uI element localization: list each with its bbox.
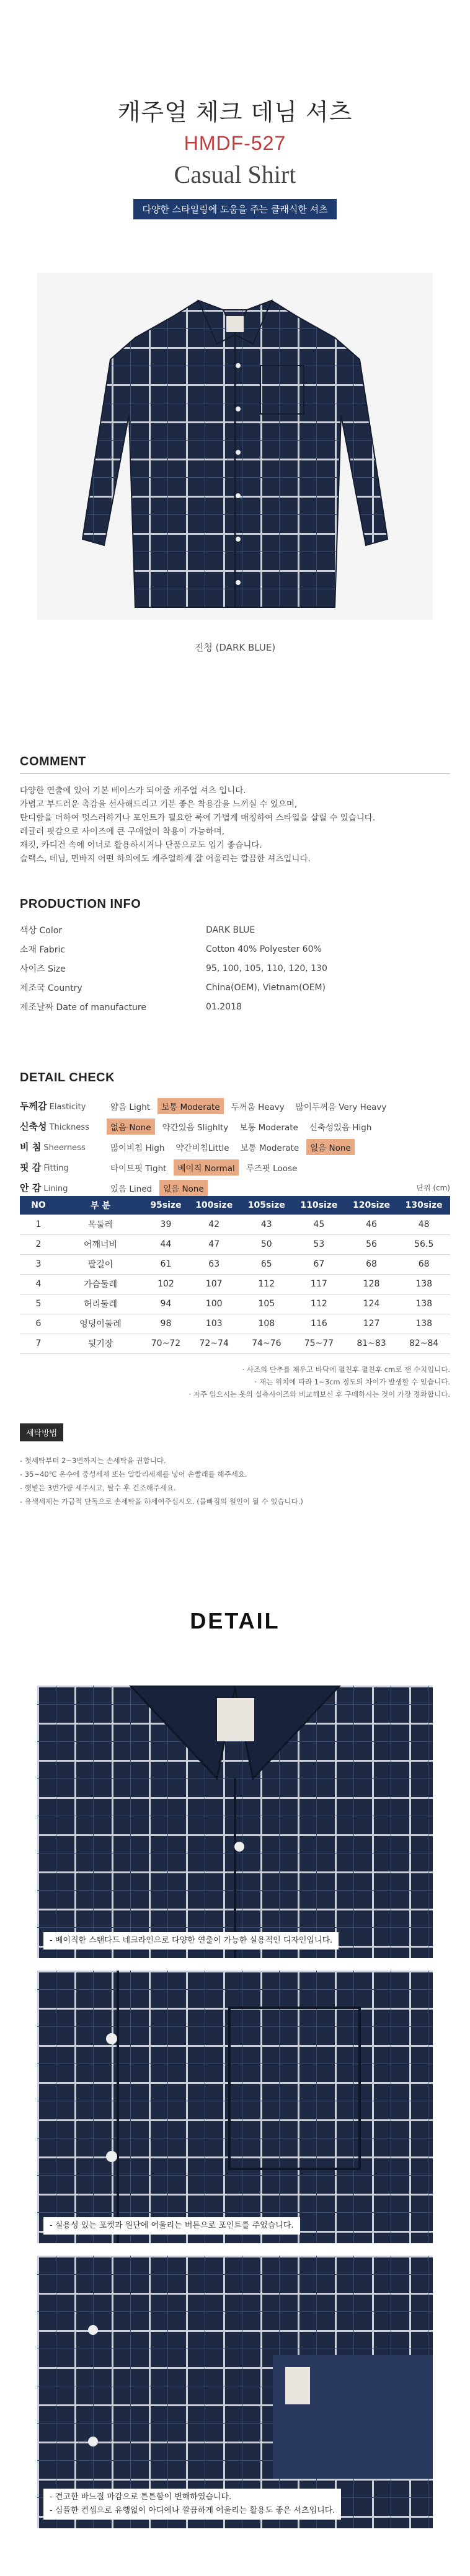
comment-line: 레귤러 핏감으로 사이즈에 큰 구애없이 착용이 가능하며,: [20, 827, 224, 837]
table-cell: 팔길이: [57, 1254, 144, 1274]
info-value: 95, 100, 105, 110, 120, 130: [206, 963, 327, 974]
table-cell: 116: [293, 1314, 345, 1334]
table-cell: 102: [144, 1274, 188, 1294]
info-key: 제조날짜 Date of manufacture: [20, 1002, 146, 1013]
table-cell: 47: [188, 1234, 241, 1254]
table-cell: 67: [293, 1254, 345, 1274]
hem-closeup: [37, 2256, 433, 2528]
info-row: [20, 939, 450, 959]
table-row: [20, 1234, 450, 1254]
table-row: [20, 1254, 450, 1274]
product-subtitle-badge: 다양한 스타일링에 도움을 주는 클래식한 셔츠: [133, 199, 336, 219]
info-row: [20, 978, 450, 997]
table-row: [20, 1314, 450, 1334]
detail-image-collar: [37, 1686, 433, 1958]
washing-line: - 35~40℃ 온수에 중성세제 또는 알칼리세제를 넣어 손빨래를 해주세요.: [20, 1470, 247, 1479]
table-cell: 74~76: [241, 1334, 293, 1353]
detail-title: DETAIL: [190, 1608, 280, 1633]
size-table-header-cell: 100size: [188, 1196, 241, 1215]
detail-check-label: [20, 1120, 107, 1133]
note-line: · 자주 입으시는 옷의 실측사이즈와 비교해보신 후 구매하시는 것이 가장 정확합니다.: [188, 1390, 450, 1399]
table-cell: 68: [345, 1254, 398, 1274]
table-cell: 81~83: [345, 1334, 398, 1353]
info-value: Cotton 40% Polyester 60%: [206, 944, 322, 954]
table-cell: 어깨너비: [57, 1234, 144, 1254]
info-value: DARK BLUE: [206, 925, 255, 935]
table-cell: 107: [188, 1274, 241, 1294]
note-line: · 재는 위치에 따라 1~3cm 정도의 차이가 발생할 수 있습니다.: [254, 1378, 450, 1386]
detail-check-option-selected: 없음 None: [107, 1119, 155, 1135]
table-cell: 138: [397, 1274, 450, 1294]
detail-check-option: 보통 Moderate: [239, 1122, 298, 1133]
size-unit: 단위 (cm): [416, 1184, 450, 1192]
comment-line: 슬랙스, 데님, 면바지 어떤 하의에도 캐주얼하게 잘 어울리는 깔끔한 셔츠입니다.: [20, 854, 311, 864]
detail-check-option-selected: 베이직 Normal: [174, 1159, 238, 1176]
table-cell: 53: [293, 1234, 345, 1254]
table-cell: 103: [188, 1314, 241, 1334]
detail-check-option-selected: 보통 Moderate: [157, 1098, 224, 1114]
product-title: 캐주얼 체크 데님 셔츠: [117, 99, 353, 126]
info-key: 색상 Color: [20, 925, 63, 936]
product-image: [37, 273, 433, 620]
detail-check-option-selected: 없음 None: [159, 1180, 208, 1196]
table-cell: 4: [20, 1274, 57, 1294]
info-row: [20, 959, 450, 978]
table-cell: 48: [397, 1215, 450, 1234]
detail-check-option: 있음 Lined: [110, 1184, 153, 1194]
detail-check-label-en: Elasticity: [47, 1102, 86, 1112]
detail-check-label-kr: 핏 감: [20, 1162, 42, 1173]
detail-check-option: 타이트핏 Tight: [110, 1163, 167, 1174]
size-table: [20, 1196, 450, 1354]
table-cell: 138: [397, 1294, 450, 1314]
detail-check-option: 루즈핏 Loose: [246, 1163, 298, 1174]
table-cell: 94: [144, 1294, 188, 1314]
divider: [20, 773, 450, 774]
table-cell: 3: [20, 1254, 57, 1274]
table-cell: 45: [293, 1215, 345, 1234]
size-table-header-cell: 110size: [293, 1196, 345, 1215]
detail-check-label-kr: 두께감: [20, 1101, 47, 1112]
detail-check-label-en: Lining: [41, 1184, 68, 1193]
detail-check-row: [20, 1136, 450, 1157]
detail-check-label-en: Sheerness: [41, 1143, 86, 1153]
detail-check-row: [20, 1177, 450, 1198]
detail-check-table: [20, 1096, 450, 1198]
comment-line: 다양한 연출에 있어 기본 베이스가 되어줄 캐주얼 셔츠 입니다.: [20, 786, 246, 796]
collar-closeup: [37, 1686, 433, 1958]
detail-image-pocket: [37, 1971, 433, 2243]
detail-check-title: DETAIL CHECK: [20, 1071, 115, 1084]
detail-check-row: [20, 1116, 450, 1136]
detail-check-option: 두꺼움 Heavy: [231, 1102, 285, 1112]
table-cell: 42: [188, 1215, 241, 1234]
table-cell: 128: [345, 1274, 398, 1294]
product-color-caption: 진청 (DARK BLUE): [194, 642, 276, 653]
table-cell: 가슴둘레: [57, 1274, 144, 1294]
table-cell: 98: [144, 1314, 188, 1334]
info-row: [20, 920, 450, 939]
info-value: China(OEM), Vietnam(OEM): [206, 982, 326, 993]
product-code: HMDF-527: [184, 132, 286, 154]
detail-caption-line: - 심플한 컨셉으로 유행없이 아디에나 깔끔하게 어울리는 활용도 좋은 셔츠입니다.: [50, 2506, 335, 2515]
detail-check-label-en: Fitting: [41, 1164, 69, 1173]
table-cell: 105: [241, 1294, 293, 1314]
table-cell: 43: [241, 1215, 293, 1234]
comment-title: COMMENT: [20, 755, 86, 768]
size-table-header-cell: 120size: [345, 1196, 398, 1215]
table-cell: 72~74: [188, 1334, 241, 1353]
table-row: [20, 1294, 450, 1314]
table-row: [20, 1215, 450, 1234]
detail-caption-1: - 베이직한 스탠다드 네크라인으로 다양한 연출이 가능한 실용적인 디자인입니다.: [43, 1932, 339, 1950]
info-key: 사이즈 Size: [20, 964, 66, 974]
table-cell: 70~72: [144, 1334, 188, 1353]
detail-check-option: 많이비침 High: [110, 1143, 165, 1153]
table-row: [20, 1334, 450, 1353]
detail-check-label-kr: 신축성: [20, 1121, 47, 1132]
table-cell: 44: [144, 1234, 188, 1254]
table-cell: 50: [241, 1234, 293, 1254]
table-cell: 뒷기장: [57, 1334, 144, 1353]
comment-line: 가볍고 부드러운 촉감을 선사해드리고 기분 좋은 착용감을 느끼실 수 있으며,: [20, 799, 298, 809]
detail-image-hem: [37, 2256, 433, 2528]
detail-check-option: 많이두꺼움 Very Heavy: [295, 1102, 387, 1112]
table-cell: 112: [241, 1274, 293, 1294]
detail-check-label: [20, 1161, 107, 1174]
table-cell: 7: [20, 1334, 57, 1353]
detail-check-label-en: Thickness: [47, 1123, 89, 1132]
comment-line: 재킷, 카디건 속에 이너로 활용하시거나 단품으로도 입기 좋습니다.: [20, 840, 262, 850]
table-cell: 117: [293, 1274, 345, 1294]
table-cell: 65: [241, 1254, 293, 1274]
size-table-header-cell: NO: [20, 1196, 57, 1215]
washing-tag: 세탁방법: [20, 1423, 63, 1441]
production-info-title: PRODUCTION INFO: [20, 897, 141, 911]
size-table-header-cell: 105size: [241, 1196, 293, 1215]
comment-text: [20, 784, 450, 866]
detail-check-option: 얇음 Light: [110, 1102, 151, 1112]
detail-check-option: 약간있음 Slighlty: [162, 1122, 229, 1133]
table-cell: 56.5: [397, 1234, 450, 1254]
table-cell: 1: [20, 1215, 57, 1234]
detail-check-row: [20, 1096, 450, 1116]
product-english-name: Casual Shirt: [174, 160, 296, 188]
table-cell: 허리둘레: [57, 1294, 144, 1314]
table-cell: 56: [345, 1234, 398, 1254]
detail-check-option: 약간비침Little: [175, 1143, 229, 1153]
comment-line: 탄디함을 더하여 멋스러하거나 포인트가 필요한 룩에 가볍게 매칭하여 스타일을 살릴 수 있습니다.: [20, 813, 376, 823]
detail-check-label-kr: 비 침: [20, 1141, 42, 1153]
detail-caption-2: - 실용성 있는 포켓과 원단에 어울리는 버튼으로 포인트를 주었습니다.: [43, 2217, 300, 2235]
detail-check-label: [20, 1181, 107, 1194]
washing-line: - 햇볕은 3번가량 세주시고, 탈수 후 건조해주세요.: [20, 1484, 176, 1492]
table-cell: 108: [241, 1314, 293, 1334]
detail-check-row: [20, 1157, 450, 1177]
size-table-header-cell: 130size: [397, 1196, 450, 1215]
table-cell: 61: [144, 1254, 188, 1274]
size-table-header: [20, 1196, 450, 1215]
table-cell: 68: [397, 1254, 450, 1274]
product-header: [0, 93, 470, 219]
measurement-notes: [188, 1363, 450, 1400]
detail-check-label: [20, 1140, 107, 1153]
table-cell: 6: [20, 1314, 57, 1334]
shirt-illustration: [37, 273, 433, 620]
washing-instructions: [20, 1454, 303, 1508]
table-cell: 2: [20, 1234, 57, 1254]
detail-caption-line: - 견고한 바느질 마감으로 튼튼함이 변해하였습니다.: [50, 2492, 232, 2502]
table-cell: 5: [20, 1294, 57, 1314]
table-cell: 127: [345, 1314, 398, 1334]
detail-check-option-selected: 없음 None: [306, 1139, 355, 1155]
info-row: [20, 997, 450, 1016]
note-line: · 사조의 단추를 채우고 바닥에 펼친후 펼친후 cm로 잰 수치입니다.: [242, 1365, 450, 1374]
detail-check-label: [20, 1099, 107, 1112]
table-cell: 엉덩이둘레: [57, 1314, 144, 1334]
production-info-table: [20, 920, 450, 1016]
table-row: [20, 1274, 450, 1294]
table-cell: 112: [293, 1294, 345, 1314]
info-key: 소재 Fabric: [20, 944, 66, 955]
washing-line: - 유색세제는 가급적 단독으로 손세탁을 하세여주십시오. (물빠짐의 원인이 될 수 있습니다.): [20, 1497, 303, 1506]
info-key: 제조국 Country: [20, 983, 82, 993]
table-cell: 100: [188, 1294, 241, 1314]
table-cell: 124: [345, 1294, 398, 1314]
size-table-header-cell: 부 분: [57, 1196, 144, 1215]
detail-check-label-kr: 안 감: [20, 1182, 42, 1193]
detail-check-option: 신축성있음 High: [309, 1122, 372, 1133]
detail-check-option: 보통 Moderate: [240, 1143, 299, 1153]
table-cell: 82~84: [397, 1334, 450, 1353]
pocket-closeup: [37, 1971, 433, 2243]
washing-line: - 첫세탁부터 2~3번까지는 손세탁을 권합니다.: [20, 1456, 166, 1465]
info-value: 01.2018: [206, 1001, 242, 1012]
table-cell: 39: [144, 1215, 188, 1234]
detail-caption-3: [43, 2489, 341, 2520]
table-cell: 75~77: [293, 1334, 345, 1353]
table-cell: 46: [345, 1215, 398, 1234]
table-cell: 목둘레: [57, 1215, 144, 1234]
size-table-header-cell: 95size: [144, 1196, 188, 1215]
table-cell: 138: [397, 1314, 450, 1334]
table-cell: 63: [188, 1254, 241, 1274]
